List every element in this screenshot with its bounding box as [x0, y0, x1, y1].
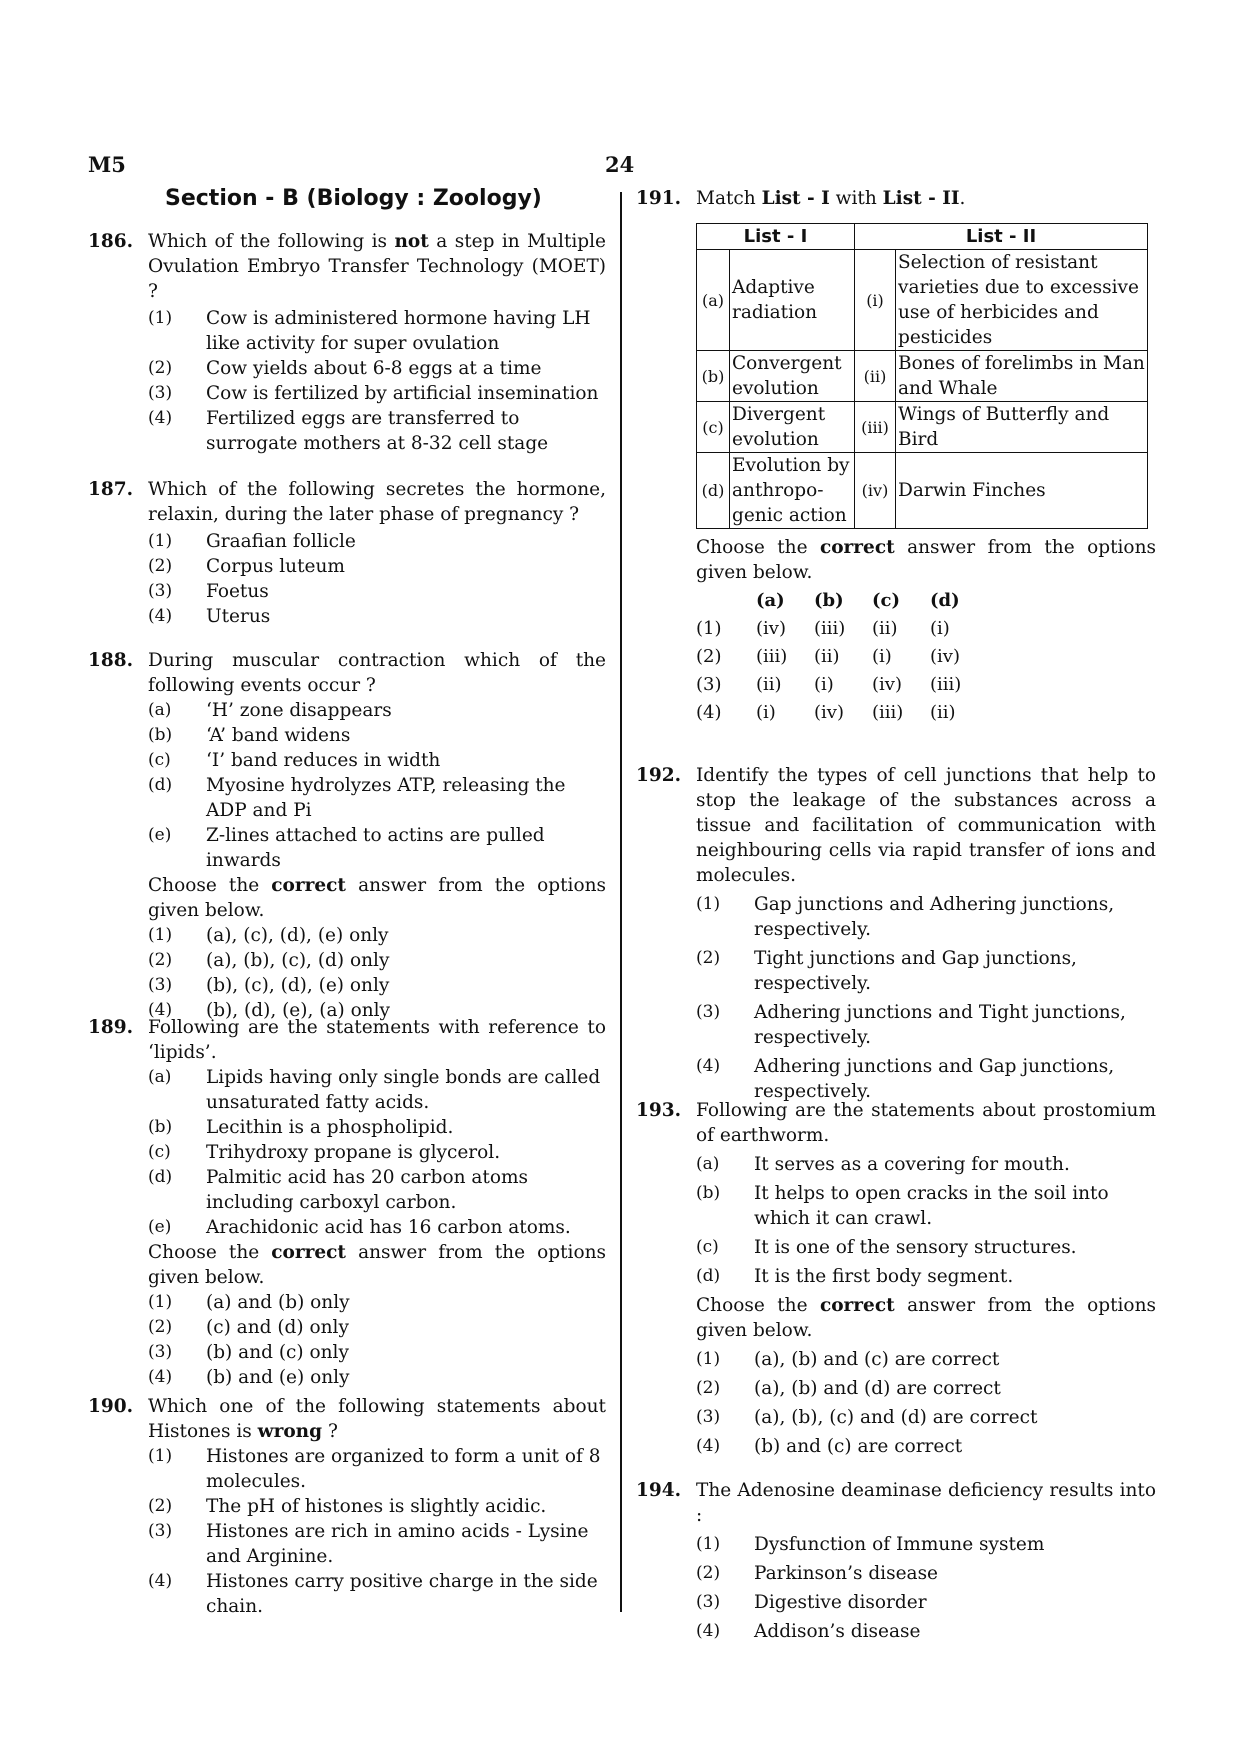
- list-1-item: Convergent evolution: [730, 351, 855, 402]
- question-stem: Which of the following secretes the hormone, relaxin, during the later phase of pregnancy ?: [148, 479, 606, 525]
- list-2-item: Bones of forelimbs in Man and Whale: [896, 351, 1148, 402]
- statement-a: (a) ‘H’ zone disappears: [148, 700, 392, 721]
- question-number: 188.: [88, 650, 134, 671]
- question-193: [636, 1098, 1156, 1459]
- option-4[interactable]: (4) (b), (d), (e), (a) only: [148, 1000, 390, 1021]
- option-2[interactable]: (2) Tight junctions and Gap junctions, respectively.: [696, 948, 1077, 994]
- question-188: [88, 648, 606, 1023]
- option-3[interactable]: (3) (a), (b), (c) and (d) are correct: [696, 1407, 1038, 1428]
- page-number: 24: [605, 152, 635, 177]
- statement-d: (d) Myosine hydrolyzes ATP, releasing the ADP and Pi: [148, 775, 566, 821]
- question-190: [88, 1394, 606, 1619]
- question-number: 187.: [88, 479, 134, 500]
- statement-d: (d) It is the first body segment.: [696, 1266, 1014, 1287]
- option-4[interactable]: (4) Histones carry positive charge in the side chain.: [148, 1571, 598, 1617]
- row-label: (i): [855, 250, 896, 351]
- row-label: (iv): [855, 453, 896, 529]
- question-187: [88, 477, 606, 629]
- option-1[interactable]: (1) Graafian follicle: [148, 531, 356, 552]
- grid-head: (b): [814, 590, 844, 611]
- question-194: [636, 1478, 1156, 1644]
- option-1[interactable]: (1) (a) and (b) only: [148, 1292, 350, 1313]
- option-1[interactable]: (1) Dysfunction of Immune system: [696, 1534, 1045, 1555]
- match-row: [697, 453, 1148, 529]
- option-4[interactable]: (4) (i) (iv) (iii) (ii): [696, 702, 956, 723]
- option-4[interactable]: (4) Addison’s disease: [696, 1621, 921, 1642]
- question-number: 189.: [88, 1017, 134, 1038]
- question-number: 194.: [636, 1480, 682, 1501]
- option-2[interactable]: (2) (a), (b), (c), (d) only: [148, 950, 390, 971]
- question-191: [636, 186, 1156, 727]
- statement-c: (c) It is one of the sensory structures.: [696, 1237, 1077, 1258]
- option-2[interactable]: (2) Cow yields about 6-8 eggs at a time: [148, 358, 542, 379]
- answer-grid-header: [696, 587, 1156, 615]
- match-table-header: [697, 224, 1148, 250]
- list-2-item: Darwin Finches: [896, 453, 1148, 529]
- question-186: [88, 229, 606, 456]
- statement-a: (a) It serves as a covering for mouth.: [696, 1154, 1070, 1175]
- statement-c: (c) Trihydroxy propane is glycerol.: [148, 1142, 501, 1163]
- option-4[interactable]: (4) Fertilized eggs are transferred to surrogate mothers at 8-32 cell stage: [148, 408, 549, 454]
- option-3[interactable]: (3) (b), (c), (d), (e) only: [148, 975, 390, 996]
- option-3[interactable]: (3) (b) and (c) only: [148, 1342, 349, 1363]
- option-2[interactable]: (2) Corpus luteum: [148, 556, 345, 577]
- option-1[interactable]: (1) (iv) (iii) (ii) (i): [696, 618, 950, 639]
- option-4[interactable]: (4) Adhering junctions and Gap junctions, respectively.: [696, 1056, 1115, 1102]
- answer-grid: [696, 587, 1156, 727]
- match-row: [697, 402, 1148, 453]
- row-label: (ii): [855, 351, 896, 402]
- paper-code: M5: [88, 152, 126, 177]
- option-3[interactable]: (3) Cow is fertilized by artificial insemination: [148, 383, 599, 404]
- list-2-item: Selection of resistant varieties due to excessive use of herbicides and pesticides: [896, 250, 1148, 351]
- list-1-item: Evolution by anthropo-genic action: [730, 453, 855, 529]
- row-label: (d): [697, 453, 730, 529]
- list-2-header: List - II: [855, 224, 1148, 250]
- match-row: [697, 250, 1148, 351]
- list-1-item: Divergent evolution: [730, 402, 855, 453]
- question-stem: Which of the following is not a step in Multiple Ovulation Embryo Transfer Technology (MOET) ?: [148, 231, 606, 302]
- option-2[interactable]: (2) (a), (b) and (d) are correct: [696, 1378, 1001, 1399]
- question-stem: Match List - I with List - II.: [696, 188, 966, 209]
- statement-b: (b) ‘A’ band widens: [148, 725, 351, 746]
- statement-b: (b) It helps to open cracks in the soil into which it can crawl.: [696, 1183, 1109, 1229]
- choose-instruction: Choose the correct answer from the options given below.: [148, 1242, 606, 1288]
- statement-c: (c) ‘I’ band reduces in width: [148, 750, 441, 771]
- list-1-header: List - I: [697, 224, 855, 250]
- option-1[interactable]: (1) Cow is administered hormone having LH like activity for super ovulation: [148, 308, 591, 354]
- question-189: [88, 1015, 606, 1390]
- option-1[interactable]: (1) Gap junctions and Adhering junctions, respectively.: [696, 894, 1115, 940]
- statement-b: (b) Lecithin is a phospholipid.: [148, 1117, 454, 1138]
- match-table: [696, 223, 1148, 529]
- row-label: (a): [697, 250, 730, 351]
- question-stem: The Adenosine deaminase deficiency results into :: [696, 1480, 1156, 1526]
- section-title: Section - B (Biology : Zoology): [165, 186, 542, 211]
- row-label: (iii): [855, 402, 896, 453]
- row-label: (b): [697, 351, 730, 402]
- question-stem: Which one of the following statements about Histones is wrong ?: [148, 1396, 606, 1442]
- match-row: [697, 351, 1148, 402]
- option-3[interactable]: (3) Adhering junctions and Tight junctions, respectively.: [696, 1002, 1126, 1048]
- statement-d: (d) Palmitic acid has 20 carbon atoms including carboxyl carbon.: [148, 1167, 529, 1213]
- list-2-item: Wings of Butterfly and Bird: [896, 402, 1148, 453]
- option-1[interactable]: (1) (a), (b) and (c) are correct: [696, 1349, 1000, 1370]
- option-1[interactable]: (1) (a), (c), (d), (e) only: [148, 925, 389, 946]
- option-3[interactable]: (3) Foetus: [148, 581, 269, 602]
- question-stem: Following are the statements with reference to ‘lipids’.: [148, 1017, 606, 1063]
- question-number: 193.: [636, 1100, 682, 1121]
- question-stem: Following are the statements about prostomium of earthworm.: [696, 1100, 1156, 1146]
- statement-e: (e) Z-lines attached to actins are pulled inwards: [148, 825, 545, 871]
- option-3[interactable]: (3) Digestive disorder: [696, 1592, 927, 1613]
- question-number: 190.: [88, 1396, 134, 1417]
- option-4[interactable]: (4) (b) and (e) only: [148, 1367, 350, 1388]
- column-divider: [620, 192, 622, 1612]
- question-number: 192.: [636, 765, 682, 786]
- option-2[interactable]: (2) (iii) (ii) (i) (iv): [696, 646, 960, 667]
- grid-head: (c): [872, 590, 900, 611]
- option-1[interactable]: (1) Histones are organized to form a unit of 8 molecules.: [148, 1446, 601, 1492]
- question-192: [636, 763, 1156, 1104]
- option-2[interactable]: (2) Parkinson’s disease: [696, 1563, 939, 1584]
- question-number: 186.: [88, 231, 134, 252]
- question-stem: Identify the types of cell junctions that help to stop the leakage of the substances across a tissue and facilitation of communication with neighbouring cells via rapid transfer of ions and molecules.: [696, 765, 1156, 886]
- question-number: 191.: [636, 188, 682, 209]
- choose-instruction: Choose the correct answer from the options given below.: [148, 875, 606, 921]
- option-4[interactable]: (4) (b) and (c) are correct: [696, 1436, 963, 1457]
- grid-head: (d): [930, 590, 960, 611]
- choose-instruction: Choose the correct answer from the options given below.: [696, 537, 1156, 583]
- option-4[interactable]: (4) Uterus: [148, 606, 271, 627]
- option-3[interactable]: (3) (ii) (i) (iv) (iii): [696, 674, 962, 695]
- list-1-item: Adaptive radiation: [730, 250, 855, 351]
- grid-head: (a): [756, 590, 785, 611]
- question-stem: During muscular contraction which of the following events occur ?: [148, 650, 606, 696]
- statement-e: (e) Arachidonic acid has 16 carbon atoms.: [148, 1217, 571, 1238]
- option-3[interactable]: (3) Histones are rich in amino acids - Lysine and Arginine.: [148, 1521, 589, 1567]
- option-2[interactable]: (2) The pH of histones is slightly acidic.: [148, 1496, 547, 1517]
- choose-instruction: Choose the correct answer from the options given below.: [696, 1295, 1156, 1341]
- row-label: (c): [697, 402, 730, 453]
- option-2[interactable]: (2) (c) and (d) only: [148, 1317, 349, 1338]
- statement-a: (a) Lipids having only single bonds are called unsaturated fatty acids.: [148, 1067, 601, 1113]
